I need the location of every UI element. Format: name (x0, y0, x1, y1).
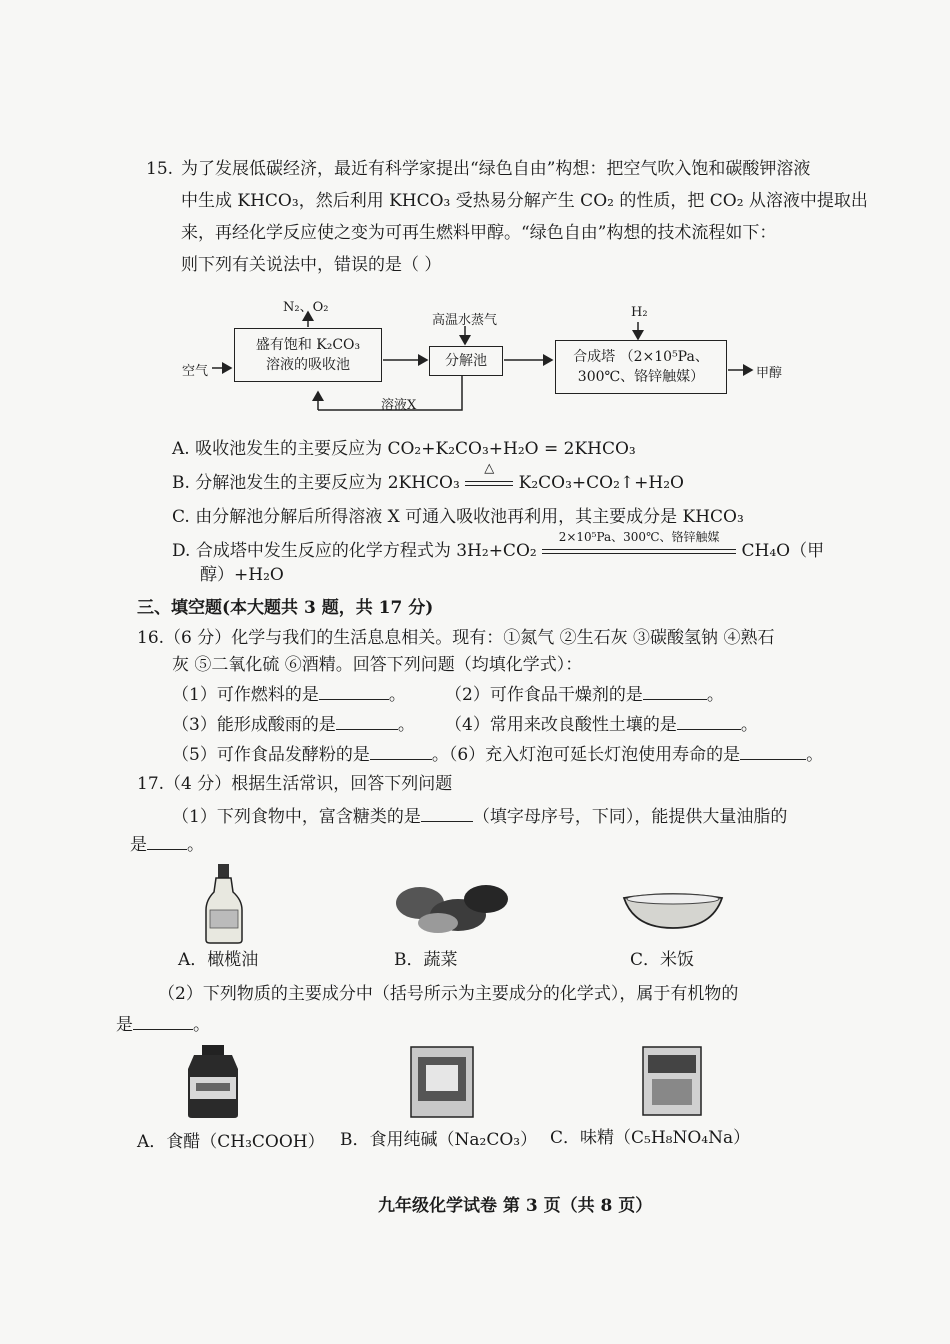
q16-line2: 灰 ⑤二氧化硫 ⑥酒精。回答下列问题（均填化学式）： (172, 655, 583, 675)
vegetable-pepper (464, 885, 508, 913)
vegetables-image (388, 875, 518, 937)
q16-period: 。 (388, 685, 406, 705)
soda-ash-bag-image (408, 1045, 476, 1119)
q17-period: 。 (187, 835, 204, 855)
q16-item-2-text: （2）可作食品干燥剂的是 (445, 685, 643, 705)
option-d-condition (542, 530, 736, 562)
q15-option-c: C. 由分解池分解后所得溶液 X 可通入吸收池再利用，其主要成分是 KHCO₃ (172, 507, 744, 527)
msg-bag-header (648, 1055, 696, 1073)
vegetable-root (418, 913, 458, 933)
q16-item-4-text: （4）常用来改良酸性土壤的是 (445, 715, 677, 735)
decomp-label: 分解池 (445, 353, 487, 369)
q17-period: 。 (193, 1015, 210, 1035)
q15-option-b (172, 461, 684, 494)
synth-line1: 合成塔 （2×10⁵Pa、 (573, 349, 709, 365)
q16-blank-3[interactable] (336, 713, 398, 730)
option-b-condition (465, 461, 513, 494)
decomp-tank (429, 346, 503, 376)
option-b-post: K₂CO₃+CO₂↑+H₂O (518, 473, 684, 493)
q17-p1-mid: （填字母序号，下同），能提供大量油脂的 (472, 807, 788, 827)
label-methanol: 甲醇 (756, 366, 783, 381)
q15-number: 15. (146, 159, 174, 179)
substance-option-a: A．食醋（CH₃COOH） (137, 1132, 325, 1152)
q17-blank-2[interactable] (133, 1013, 193, 1030)
q16-item-4 (445, 713, 758, 736)
absorb-line2: 溶液的吸收池 (266, 357, 350, 373)
q15-option-d (172, 530, 825, 562)
vinegar-cap (202, 1045, 224, 1055)
option-b-pre: B. 分解池发生的主要反应为 2KHCO₃ (172, 473, 460, 493)
label-solution-x: 溶液X (381, 398, 417, 413)
q16-item-1-text: （1）可作燃料的是 (172, 685, 319, 705)
q16-blank-2[interactable] (643, 683, 707, 700)
q16-item-3-text: （3）能形成酸雨的是 (172, 715, 336, 735)
synthesis-tower (555, 340, 727, 394)
msg-bag-image (640, 1045, 704, 1117)
q16-item-5-text: （5）可作食品发酵粉的是 (172, 745, 370, 765)
q16-blank-5[interactable] (370, 743, 432, 760)
option-d-equals (542, 549, 736, 554)
q17-p2-line2-text: 是 (116, 1015, 133, 1035)
q16-line1: 16.（6 分）化学与我们的生活息息相关。现有：①氮气 ②生石灰 ③碳酸氢钠 ④熟石 (137, 628, 775, 648)
msg-bag-print (652, 1079, 692, 1105)
q15-option-a: A. 吸收池发生的主要反应为 CO₂+K₂CO₃+H₂O = 2KHCO₃ (172, 439, 636, 459)
q17-part1-line2 (130, 833, 204, 856)
soda-bag-window (426, 1065, 458, 1091)
food-option-b: B．蔬菜 (394, 950, 458, 970)
label-n2o2: N₂、O₂ (283, 300, 329, 315)
q16-item-6-text: （6）充入灯泡可延长灯泡使用寿命的是 (448, 745, 741, 765)
q17-blank-1a[interactable] (421, 805, 473, 822)
q15-line3: 来，再经化学反应使之变为可再生燃料甲醇。“绿色自由”构想的技术流程如下： (181, 223, 777, 243)
q15-question: 则下列有关说法中，错误的是（ ） (181, 255, 442, 275)
q17-part1-line1 (172, 805, 787, 828)
q16-period: 。 (740, 715, 758, 735)
q16-period: 。 (397, 715, 415, 735)
synth-line2: 300℃、铬锌触媒） (577, 369, 705, 385)
q16-item-5-6 (172, 743, 823, 766)
vinegar-label-band (196, 1083, 230, 1091)
q17-blank-1b[interactable] (147, 833, 187, 850)
q16-period: 。 (806, 745, 824, 765)
q16-blank-1[interactable] (319, 683, 389, 700)
q16-blank-6[interactable] (740, 743, 806, 760)
option-d-pre: D. 合成塔中发生反应的化学方程式为 3H₂+CO₂ (172, 541, 537, 561)
food-option-c: C．米饭 (630, 950, 695, 970)
option-b-equals (465, 481, 513, 486)
option-b-cond-text: △ (484, 461, 495, 476)
absorb-line1: 盛有饱和 K₂CO₃ (255, 337, 361, 353)
label-steam: 高温水蒸气 (432, 313, 498, 328)
option-d-post: CH₄O（甲 (741, 541, 825, 561)
option-d-cond-text: 2×10⁵Pa、300℃、铬锌触媒 (558, 530, 720, 544)
label-air: 空气 (182, 364, 209, 379)
substance-option-c: C．味精（C₅H₈NO₄Na） (550, 1128, 751, 1148)
q17-p1-line2-text: 是 (130, 835, 147, 855)
rice-bowl-image (620, 888, 726, 932)
q16-item-1 (172, 683, 406, 706)
q15-option-d-line2: 醇）+H₂O (200, 565, 284, 585)
absorb-tank (234, 328, 382, 382)
q15-line1: 为了发展低碳经济，最近有科学家提出“绿色自由”构想：把空气吹入饱和碳酸钾溶液 (181, 159, 811, 179)
q15-line2: 中生成 KHCO₃，然后利用 KHCO₃ 受热易分解产生 CO₂ 的性质，把 CO₂ 从溶液中提取出 (181, 191, 868, 211)
label-h2: H₂ (631, 305, 648, 320)
olive-oil-bottle-image (200, 862, 248, 944)
q17-line1: 17.（4 分）根据生活常识，回答下列问题 (137, 774, 453, 794)
page-footer: 九年级化学试卷 第 3 页（共 8 页） (378, 1196, 653, 1216)
bottle-cap (218, 864, 229, 878)
vinegar-bottle-image (182, 1043, 244, 1119)
food-option-a: A．橄榄油 (178, 950, 259, 970)
q17-p1-text: （1）下列食物中，富含糖类的是 (172, 807, 421, 827)
q16-item-3 (172, 713, 415, 736)
rice (627, 894, 719, 904)
q17-part2-line1: （2）下列物质的主要成分中（括号所示为主要成分的化学式），属于有机物的 (158, 984, 739, 1004)
q16-period: 。 (706, 685, 724, 705)
q16-period: 。 (431, 745, 449, 765)
q17-part2-line2 (116, 1013, 210, 1036)
bottle-label (210, 910, 238, 928)
q16-item-2 (445, 683, 724, 706)
substance-option-b: B．食用纯碱（Na₂CO₃） (340, 1130, 538, 1150)
section-3-heading: 三、填空题(本大题共 3 题，共 17 分) (137, 598, 434, 618)
q16-blank-4[interactable] (677, 713, 741, 730)
